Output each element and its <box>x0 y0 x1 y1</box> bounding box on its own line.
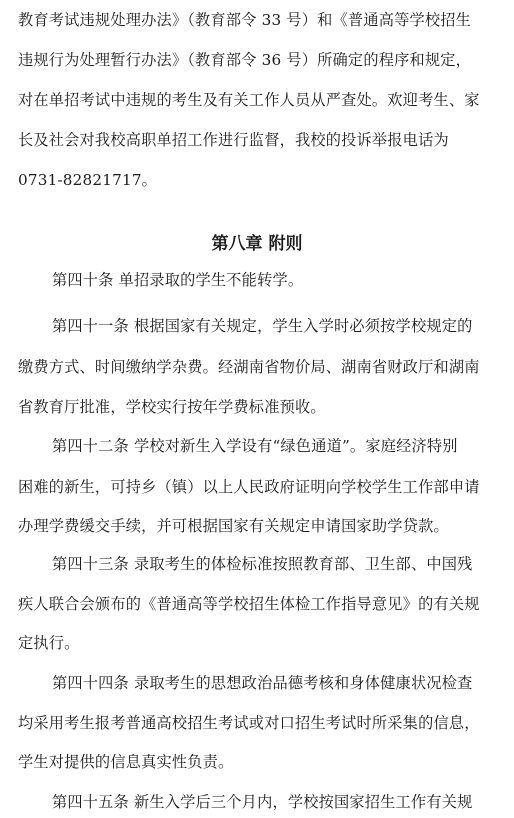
article-line: 均采用考生报考普通高校招生考试或对口招生考试时所采集的信息， <box>18 714 480 732</box>
article-line: 困难的新生，可持乡（镇）以上人民政府证明向学校学生工作部申请 <box>18 478 480 496</box>
chapter-title: 第八章 附则 <box>211 234 303 254</box>
article-line: 第四十五条 新生入学后三个月内，学校按国家招生工作有关规 <box>52 793 473 811</box>
article-line: 缴费方式、时间缴纳学杂费。经湖南省物价局、湖南省财政厅和湖南 <box>18 358 480 376</box>
intro-line: 0731-82821717。 <box>18 171 158 189</box>
article-line: 第四十四条 录取考生的思想政治品德考核和身体健康状况检查 <box>52 674 473 692</box>
article-line: 第四十条 单招录取的学生不能转学。 <box>52 271 304 289</box>
article-line: 学生对提供的信息真实性负责。 <box>18 753 234 771</box>
article-line: 第四十二条 学校对新生入学设有“绿色通道”。家庭经济特别 <box>52 437 458 455</box>
intro-line: 违规行为处理暂行办法》（教育部令 36 号）所确定的程序和规定， <box>18 51 472 69</box>
intro-line: 教育考试违规处理办法》（教育部令 33 号）和《普通高等学校招生 <box>18 11 472 29</box>
article-line: 疾人联合会颁布的《普通高等学校招生体检工作指导意见》的有关规 <box>18 595 480 613</box>
article-line: 办理学费缓交手续，并可根据国家有关规定申请国家助学贷款。 <box>18 517 449 535</box>
article-line: 定执行。 <box>18 634 80 652</box>
intro-line: 对在单招考试中违规的考生及有关工作人员从严查处。欢迎考生、家 <box>18 91 480 109</box>
intro-line: 长及社会对我校高职单招工作进行监督，我校的投诉举报电话为 <box>18 131 449 149</box>
article-line: 省教育厅批准，学校实行按年学费标准预收。 <box>18 398 326 416</box>
article-line: 第四十三条 录取考生的体检标准按照教育部、卫生部、中国残 <box>52 555 473 573</box>
article-line: 第四十一条 根据国家有关规定，学生入学时必须按学校规定的 <box>52 317 473 335</box>
